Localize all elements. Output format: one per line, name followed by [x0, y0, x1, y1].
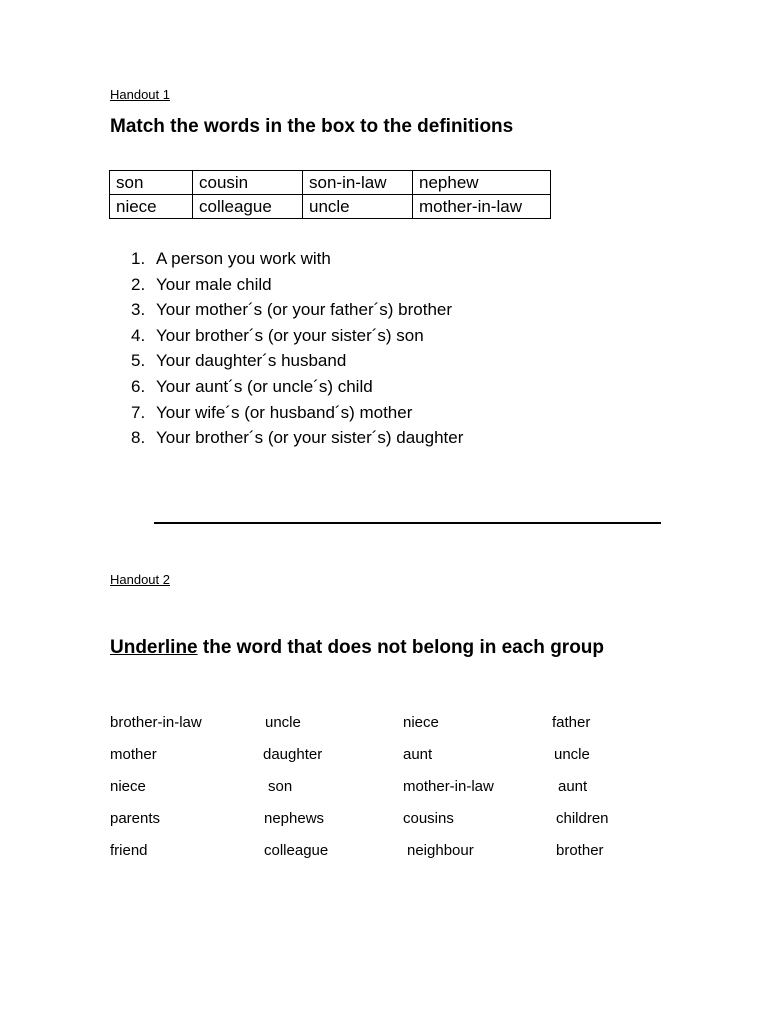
definition-text: Your aunt´s (or uncle´s) child: [156, 376, 373, 396]
definition-item: [131, 425, 463, 451]
definition-text: Your daughter´s husband: [156, 351, 347, 371]
definition-number: 5.: [131, 351, 146, 371]
definition-text: Your mother´s (or your father´s) brother: [156, 300, 453, 320]
handout-2-label: Handout 2: [110, 572, 170, 587]
definition-item: [131, 246, 463, 272]
definition-text: Your brother´s (or your sister´s) daughter: [156, 428, 464, 448]
handout-1-label: Handout 1: [110, 87, 170, 102]
definition-item: [131, 323, 463, 349]
group-word: mother: [110, 746, 157, 763]
group-word: neighbour: [407, 842, 474, 859]
group-word: nephews: [264, 810, 325, 827]
definition-item: [131, 374, 463, 400]
group-word: children: [556, 810, 609, 827]
group-word: niece: [110, 778, 146, 795]
definition-number: 8.: [131, 428, 146, 448]
word-box-table: [109, 170, 551, 219]
word-box-cell: niece: [110, 195, 193, 219]
word-box-row: [110, 195, 551, 219]
definition-text: Your brother´s (or your sister´s) son: [156, 325, 424, 345]
handout-1-instruction: Match the words in the box to the definitions: [110, 116, 514, 137]
definition-item: [131, 400, 463, 426]
group-word: uncle: [554, 746, 590, 763]
definition-item: [131, 297, 463, 323]
definitions-list: [131, 246, 463, 451]
word-box-cell: mother-in-law: [413, 195, 551, 219]
group-word: mother-in-law: [403, 778, 494, 795]
definition-text: A person you work with: [156, 249, 331, 268]
word-box-cell: colleague: [193, 195, 303, 219]
instruction-rest: the word that does not belong in each group: [197, 637, 605, 658]
group-word: friend: [110, 842, 148, 859]
group-word: brother-in-law: [110, 714, 202, 731]
definition-item: [131, 272, 463, 298]
definition-number: 3.: [131, 300, 146, 320]
word-box-cell: cousin: [193, 171, 303, 195]
handout-2-instruction: [110, 637, 604, 659]
word-box-cell: uncle: [303, 195, 413, 219]
group-word: parents: [110, 810, 161, 827]
word-box-cell: nephew: [413, 171, 551, 195]
group-word: brother: [556, 842, 604, 859]
definition-text: Your male child: [156, 274, 272, 294]
group-word: daughter: [263, 746, 323, 763]
group-word: niece: [403, 714, 439, 731]
definition-number: 6.: [131, 376, 146, 396]
word-box-row: [110, 171, 551, 195]
definition-number: 2.: [131, 274, 146, 294]
definition-number: 7.: [131, 402, 146, 422]
group-word: father: [552, 714, 591, 731]
answer-line: [154, 522, 661, 524]
group-word: colleague: [264, 842, 329, 859]
definition-item: [131, 348, 463, 374]
instruction-underlined-word: Underline: [110, 637, 198, 658]
group-word: son: [268, 778, 293, 795]
word-box-cell: son-in-law: [303, 171, 413, 195]
definition-number: 1.: [131, 249, 146, 268]
group-word: aunt: [403, 746, 433, 763]
word-box-cell: son: [110, 171, 193, 195]
group-word: uncle: [265, 714, 301, 731]
definition-number: 4.: [131, 325, 146, 345]
group-word: cousins: [403, 810, 454, 827]
definition-text: Your wife´s (or husband´s) mother: [156, 402, 413, 422]
group-word: aunt: [558, 778, 588, 795]
